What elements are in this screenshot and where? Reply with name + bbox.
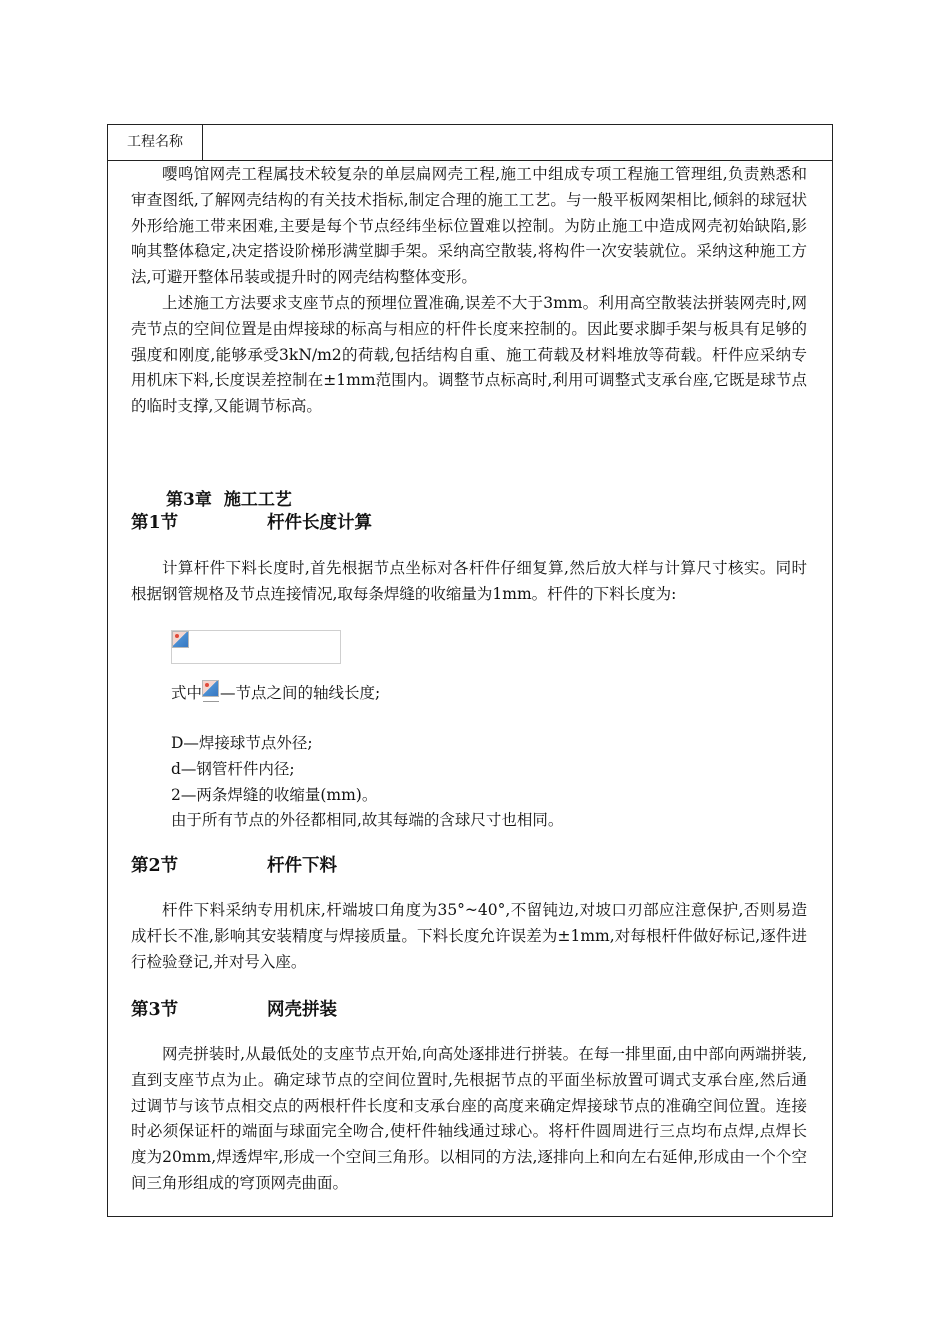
formula-prefix: 式中 [171,684,203,702]
section-heading-1 [131,509,372,534]
section-2-paragraph: 杆件下料采纳专用机床,杆端坡口角度为35°~40°,不留钝边,对坡口刃部应注意保护,否则易造成杆长不准,影响其安装精度与焊接质量。下料长度允许误差为±1mm,对每根杆件做好标记,逐件进行检验登记,并对号入座。 [131,901,807,971]
section-heading-3 [131,996,337,1021]
broken-image-icon [172,631,189,648]
formula-suffix: —节点之间的轴线长度; [220,684,381,702]
section-1-body [131,556,807,608]
intro-paragraph-2: 上述施工方法要求支座节点的预埋位置准确,误差不大于3mm。利用高空散装法拼装网壳时,网壳节点的空间位置是由焊接球的标高与相应的杆件长度来控制的。因此要求脚手架与板具有足够的强度和刚度,能够承受3kN/m2的荷载,包括结构自重、施工荷载及材料堆放等荷载。杆件应采纳专用机床下料,长度误差控制在±1mm范围内。调整节点标高时,利用可调整式支承台座,它既是球节点的临时支撑,又能调节标高。 [131,293,807,416]
formula-definition [171,680,771,707]
section-3-paragraph: 网壳拼装时,从最低处的支座节点开始,向高处逐排进行拼装。在每一排里面,由中部向两端拼装,直到支座节点为止。确定球节点的空间位置时,先根据节点的平面坐标放置可调式支承台座,然后通过调节与该节点相交点的两根杆件长度和支承台座的高度来确定焊接球节点的准确空间位置。连接时必须保证杆的端面与球面完全吻合,使杆件轴线通过球心。将杆件圆周进行三点均布点焊,点焊长度为20mm,焊透焊牢,形成一个空间三角形。以相同的方法,逐排向上和向左右延伸,形成由一个个空间三角形组成的穹顶网壳曲面。 [131,1045,807,1192]
section-title: 杆件长度计算 [267,513,372,533]
section-1-note: 由于所有节点的外径都相同,故其每端的含球尺寸也相同。 [171,811,564,830]
section-2-body [131,898,807,975]
project-name-label: 工程名称 [108,125,203,160]
formula-image-frame [171,630,341,664]
definition-2: 2—两条焊缝的收缩量(mm)。 [171,785,378,804]
chapter-number: 第3章 [166,490,212,510]
definition-d: d—钢管杆件内径; [171,759,295,778]
header-row [108,125,832,161]
definitions-list [171,731,771,834]
definition-D: D—焊接球节点外径; [171,734,313,752]
section-title: 网壳拼装 [267,1000,337,1020]
intro-text [131,162,807,420]
section-number: 第3节 [131,1000,179,1020]
chapter-heading [166,485,304,510]
section-heading-2 [131,852,337,877]
section-3-body [131,1042,807,1197]
section-number: 第1节 [131,513,179,533]
section-number: 第2节 [131,856,179,876]
section-title: 杆件下料 [267,856,337,876]
chapter-title: 施工工艺 [223,490,292,510]
intro-paragraph-1: 嘤鸣馆网壳工程属技术较复杂的单层扁网壳工程,施工中组成专项工程施工管理组,负责熟悉和审查图纸,了解网壳结构的有关技术指标,制定合理的施工工艺。与一般平板网架相比,倾斜的球冠状外形给施工带来困难,主要是每个节点经纬坐标位置难以控制。为防止施工中造成网壳初始缺陷,影响其整体稳定,决定搭设阶梯形满堂脚手架。采纳高空散装,将构件一次安装就位。采纳这种施工方法,可避开整体吊装或提升时的网壳结构整体变形。 [131,165,807,287]
section-1-paragraph: 计算杆件下料长度时,首先根据节点坐标对各杆件仔细复算,然后放大样与计算尺寸核实。同时根据钢管规格及节点连接情况,取每条焊缝的收缩量为1mm。杆件的下料长度为: [131,559,807,603]
broken-image-icon [202,680,220,702]
